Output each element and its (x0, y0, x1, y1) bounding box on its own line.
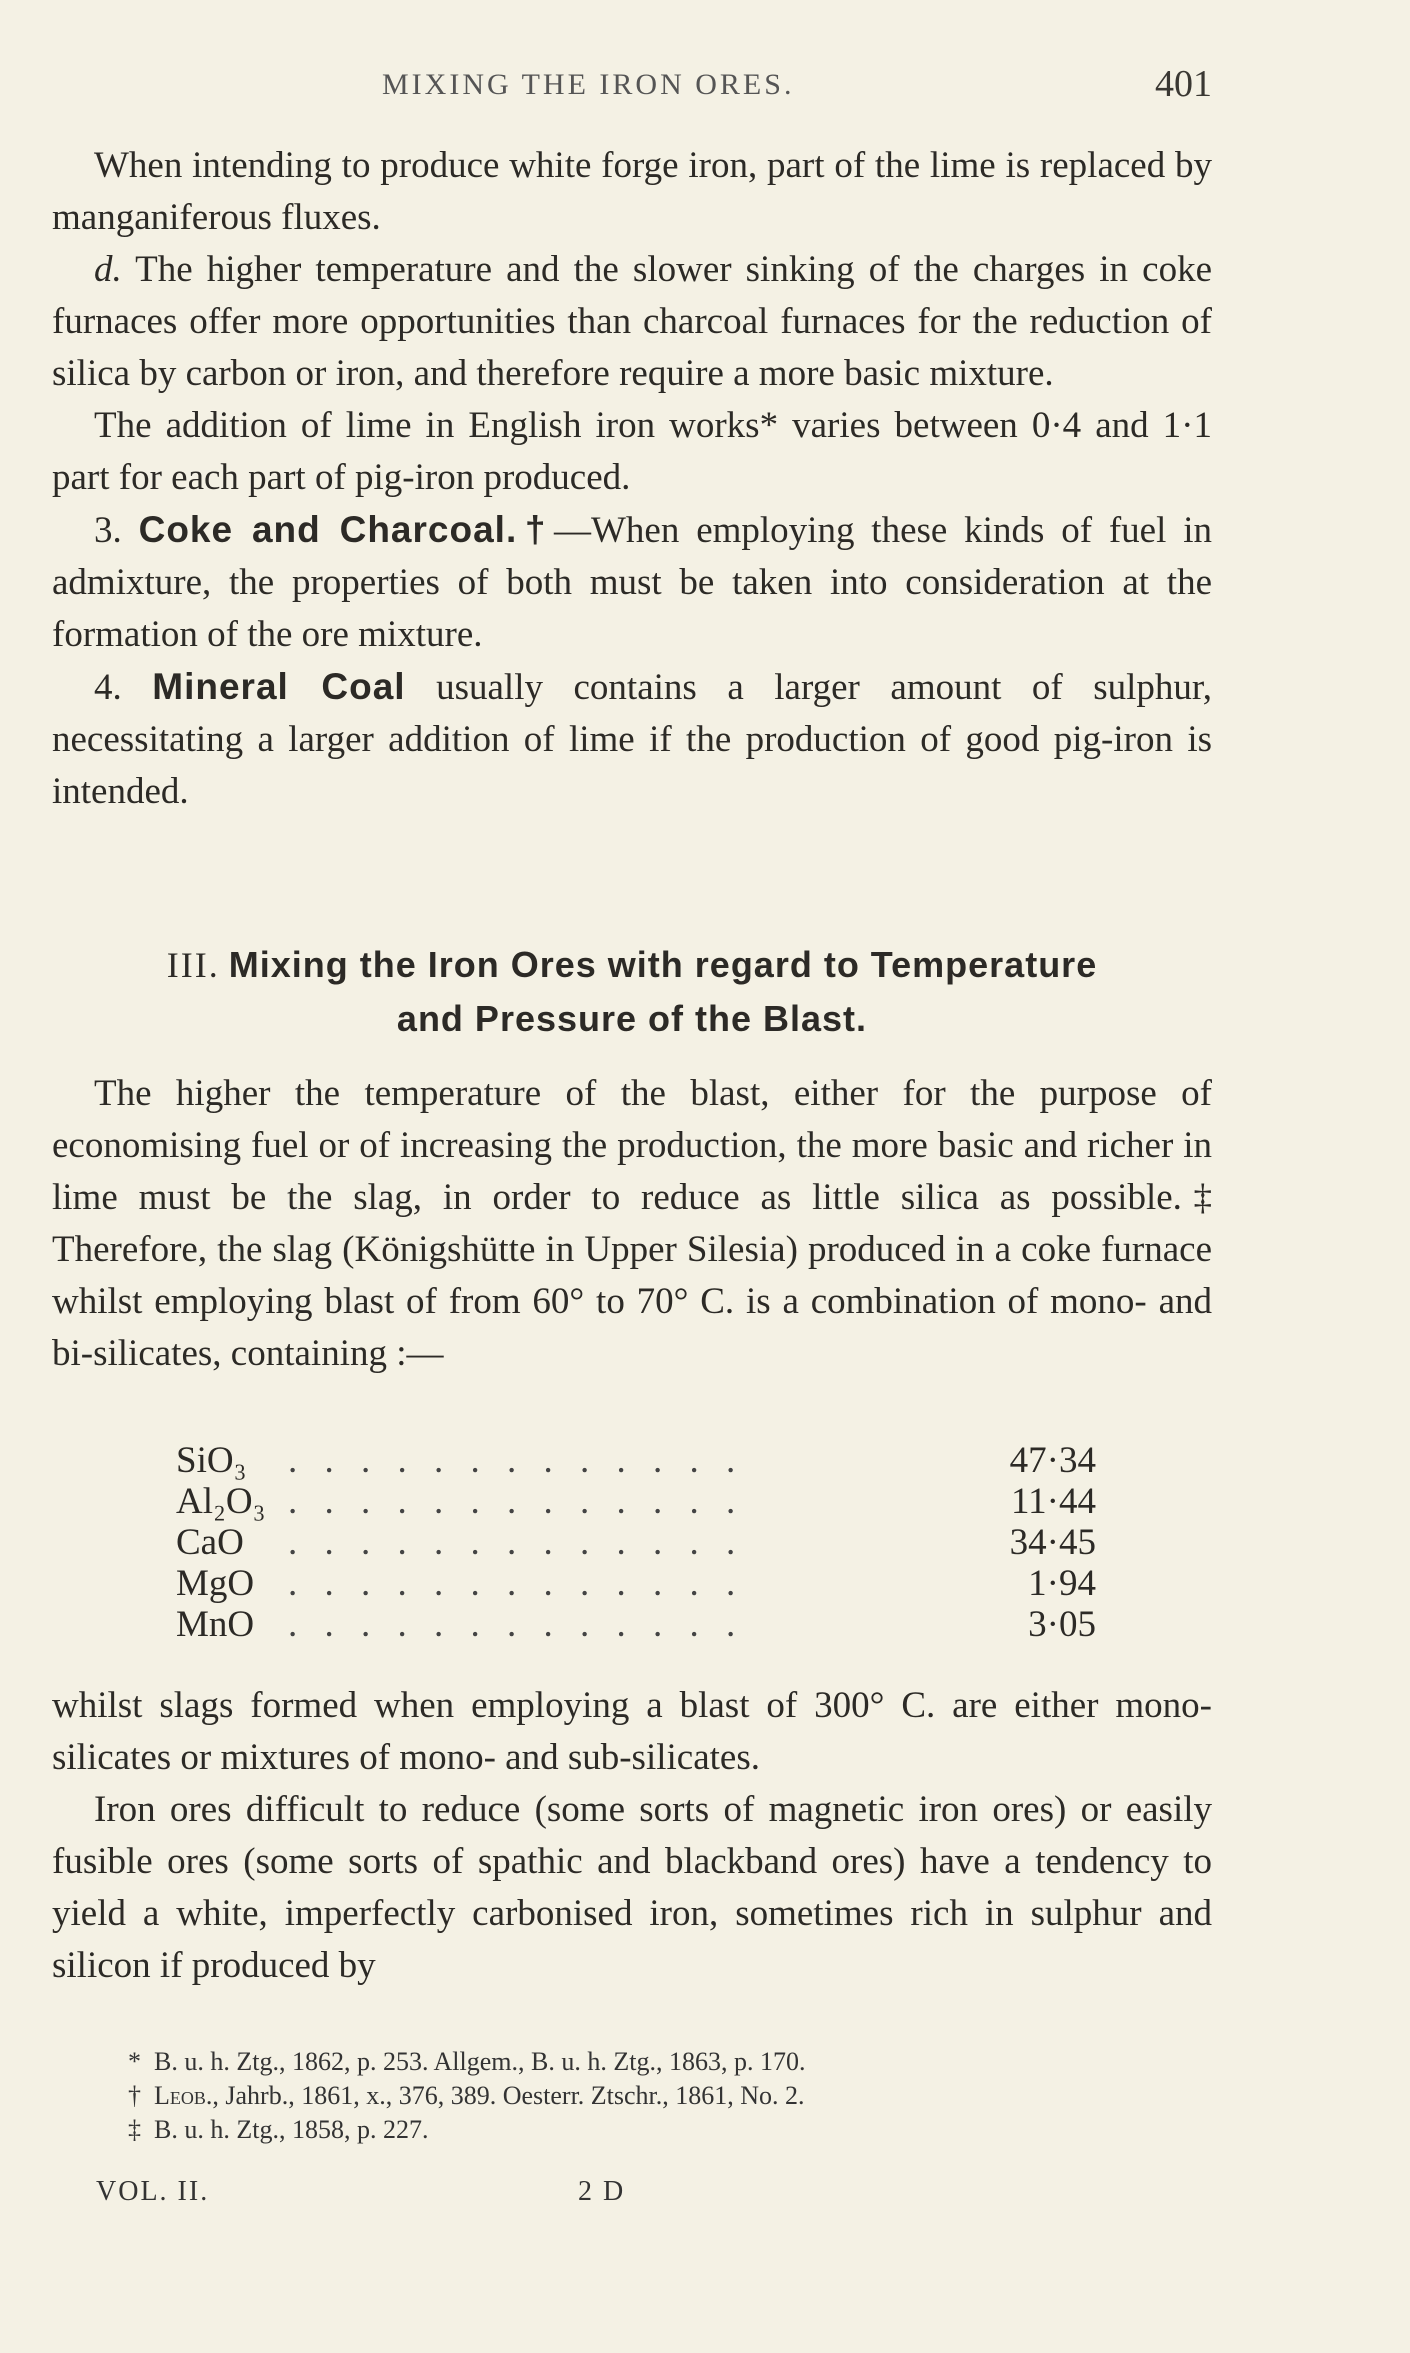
body-text-bottom (52, 1680, 1212, 1992)
formula: CaO (176, 1522, 244, 1563)
formula: MnO (176, 1604, 255, 1645)
running-head: MIXING THE IRON ORES. (382, 68, 795, 101)
formula: Al₂O₃ (176, 1481, 266, 1522)
footnote-text: B. u. h. Ztg., 1858, p. 227. (154, 2115, 429, 2144)
table-row (176, 1604, 1096, 1645)
footnote-mark: ‡ (128, 2115, 141, 2144)
paragraph-title: Coke and Charcoal.† (138, 509, 554, 550)
page-number: 401 (1155, 63, 1212, 105)
paragraph: whilst slags formed when employing a blast of 300° C. are either mono-silicates or mixtures of mono- and sub-silicates. (52, 1685, 1212, 1778)
footnote-author: Leob. (154, 2081, 213, 2110)
table-row (176, 1522, 1096, 1563)
formula: MgO (176, 1563, 255, 1604)
paragraph: Iron ores difficult to reduce (some sorts of magnetic iron ores) or easily fusible ores (some sorts of spathic and blackband ores) have a tendency to yield a white, imperfectly carbonised iron, sometimes rich in sulphur and silicon if produced by (52, 1789, 1212, 1986)
paragraph-text: usually contains a larger amount of sulphur, necessitating a larger addition of lime if the production of good pig-iron is intended. (52, 667, 1213, 812)
value: 47·34 (1009, 1440, 1096, 1481)
paragraph: The higher the temperature of the blast, either for the purpose of economising fuel or of increasing the production, the more basic and richer in lime must be the slag, in order to reduce as little silica as possible.‡ Therefore, the slag (Königshütte in Upper Silesia) produced in a coke furnace whilst employing blast of from 60° to 70° C. is a combination of mono- and bi-silicates, containing :— (52, 1073, 1212, 1374)
body-text-mid (52, 1068, 1212, 1380)
paragraph-text: —When employing these kinds of fuel in admixture, the properties of both must be taken into consideration at the formation of the ore mixture. (52, 510, 1213, 655)
slag-composition-table (176, 1440, 1096, 1645)
value: 3·05 (1028, 1604, 1096, 1645)
footnote-text: , Jahrb., 1861, x., 376, 389. Oesterr. Ztschr., 1861, No. 2. (212, 2081, 805, 2110)
footnote-mark: † (128, 2081, 141, 2110)
table-row (176, 1440, 1096, 1481)
section-heading (52, 938, 1212, 1046)
signature-mark: 2 D (578, 2176, 626, 2207)
footnote-mark: * (128, 2047, 141, 2076)
footnote-text: B. u. h. Ztg., 1862, p. 253. Allgem., B. u. h. Ztg., 1863, p. 170. (154, 2047, 806, 2076)
leader-dots: . . . . . . . . . . . . . (288, 1440, 745, 1481)
footnotes (128, 2045, 1188, 2147)
body-text-top (52, 140, 1212, 818)
paragraph: The addition of lime in English iron works* varies between 0·4 and 1·1 part for each part of pig-iron produced. (52, 405, 1212, 498)
page-header (52, 62, 1212, 112)
section-heading-line (52, 938, 1212, 992)
paragraph: When intending to produce white forge iron, part of the lime is replaced by manganiferous fluxes. (52, 145, 1212, 238)
value: 1·94 (1028, 1563, 1096, 1604)
paragraph (52, 504, 1212, 661)
volume-label: VOL. II. (96, 2176, 210, 2207)
section-number: III. (166, 945, 220, 985)
footnote (128, 2079, 1188, 2113)
table-row (176, 1563, 1096, 1604)
leader-dots: . . . . . . . . . . . . . (288, 1563, 745, 1604)
leader-dots: . . . . . . . . . . . . . (288, 1604, 745, 1645)
leader-dots: . . . . . . . . . . . . . (288, 1481, 745, 1522)
formula: SiO₃ (176, 1440, 247, 1481)
paragraph-title: Mineral Coal (152, 666, 406, 707)
table-row (176, 1481, 1096, 1522)
footnote (128, 2113, 1188, 2147)
list-number: 3. (94, 510, 122, 551)
leader-dots: . . . . . . . . . . . . . (288, 1522, 745, 1563)
section-title-line2: and Pressure of the Blast. (396, 998, 868, 1039)
list-number: 4. (94, 667, 122, 708)
paragraph (52, 244, 1212, 400)
list-label: d. (94, 249, 122, 290)
paragraph (52, 661, 1212, 818)
paragraph-text: The higher temperature and the slower sinking of the charges in coke furnaces offer more opportunities than charcoal furnaces for the reduction of silica by carbon or iron, and therefore require a more basic mixture. (52, 249, 1212, 394)
value: 34·45 (1009, 1522, 1096, 1563)
footnote (128, 2045, 1188, 2079)
value: 11·44 (1011, 1481, 1096, 1522)
section-title-line1: Mixing the Iron Ores with regard to Temperature (228, 944, 1098, 985)
